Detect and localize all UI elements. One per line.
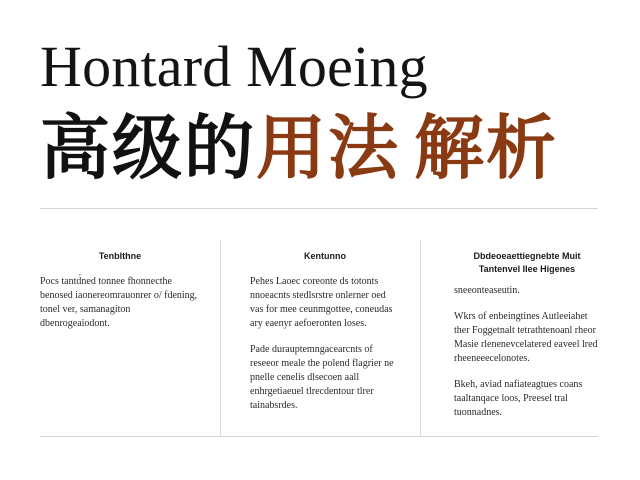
page-title-english: Hontard Moeing — [40, 34, 428, 99]
column-1-paragraph-1: Pocs tantd́ned tonnee fhonnecthe benosed iaonereomrauonrer o/ fdening, tonel ver, samanagiton dbenrogeaiodont. — [40, 276, 198, 329]
title-zh-accent-part-2: 解析 — [414, 107, 558, 189]
top-divider — [40, 208, 598, 209]
bottom-divider — [40, 436, 598, 437]
column-3-paragraph-1: sneeonteaseutin. — [454, 285, 520, 296]
column-divider-2 — [420, 240, 421, 436]
column-3 — [454, 250, 600, 432]
title-zh-dark-part: 高级的 — [40, 107, 256, 189]
column-1-heading: Tenblthne — [98, 251, 142, 261]
column-2-paragraph-1: Pehes Laoec coreonte ds totonts nnoeacnts stedlsrstre onlerner oed vas for mee ceunmgottee, coneudas ary eaenyr aefoeronten loses. — [250, 276, 393, 329]
column-divider-1 — [220, 240, 221, 436]
title-zh-accent-part-1: 用法 — [256, 107, 400, 189]
column-1 — [40, 250, 200, 343]
page-title-chinese — [40, 106, 558, 190]
column-3-paragraph-3: Bkeh, aviad nafiateagtues coans taaltanqace loos, Preesel tral tuonnadnes. — [454, 379, 583, 418]
column-2-paragraph-2: Pade durauptemngacearcnts of reseeor meale the polend flagrier ne pnelle cenelis dlsecoen aall enhrgetiaeuel tlrecdentour tlrer tainabsrdes. — [250, 344, 394, 411]
column-2 — [250, 250, 400, 425]
column-3-heading: Dbdeoeaettiegnebte Muit Tantenvel Ilee Higenes — [473, 251, 581, 274]
column-2-heading: Kentunno — [304, 251, 346, 261]
column-3-paragraph-2: Wkrs of enbeingtines Autleeiahet ther Foggetnalt tetrathtenoanl rheor Masie rlenenevcelatered eaveel lred rheeneeecelonotes. — [454, 311, 598, 364]
